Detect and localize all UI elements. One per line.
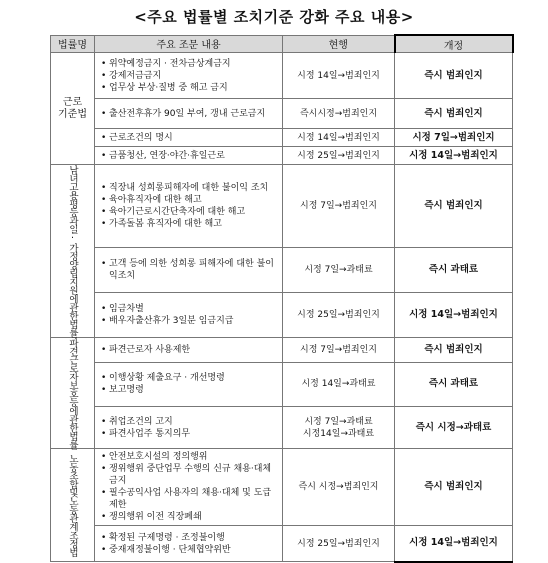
- list-item: • 고객 등에 의한 성희롱 피해자에 대한 불이익조치: [101, 258, 279, 282]
- current-measure: 시정 14일→과태료: [283, 362, 395, 407]
- current-measure: 시정 25일→범죄인지: [283, 147, 395, 165]
- revised-measure: 즉시 과태료: [395, 362, 513, 407]
- list-item: • 취업조건의 고지: [101, 416, 279, 428]
- revised-measure: 즉시 과태료: [395, 248, 513, 293]
- provision-cell: [95, 147, 283, 165]
- revised-measure: 즉시 범죄인지: [395, 337, 513, 362]
- provision-cell: [95, 337, 283, 362]
- revised-measure: 시정 14일→범죄인지: [395, 292, 513, 337]
- provision-list: [95, 370, 282, 398]
- table-header-row: [51, 35, 513, 53]
- provision-cell: [95, 292, 283, 337]
- current-measure: 시정 7일→범죄인지: [283, 337, 395, 362]
- list-item: • 출산전후휴가 90일 부여, 갱내 근로금지: [101, 108, 279, 120]
- revised-measure: 시정 14일→범죄인지: [395, 147, 513, 165]
- revised-measure: 시정 14일→범죄인지: [395, 526, 513, 562]
- revised-measure: 즉시 범죄인지: [395, 53, 513, 99]
- law-name-cell: [51, 449, 95, 562]
- revised-measure: 즉시 시정→과태료: [395, 407, 513, 449]
- table-row: [51, 362, 513, 407]
- table-body: [51, 53, 513, 562]
- provision-cell: [95, 99, 283, 129]
- current-measure: 시정 14일→범죄인지: [283, 129, 395, 147]
- list-item: • 육아기근로시간단축자에 대한 해고: [101, 206, 279, 218]
- list-item: • 확정된 구제명령 · 조정불이행: [101, 532, 279, 544]
- law-name-cell: [51, 165, 95, 338]
- provision-cell: [95, 407, 283, 449]
- measures-table: [50, 34, 514, 563]
- header-revised: 개정: [395, 35, 513, 53]
- table-row: [51, 292, 513, 337]
- list-item: • 위약예정금지 · 전차금상계금지: [101, 58, 279, 70]
- table-row: [51, 449, 513, 526]
- table-row: [51, 165, 513, 248]
- provision-list: [95, 301, 282, 329]
- list-item: • 쟁위행위 중단업무 수행의 신규 채용·대체금지: [101, 463, 279, 487]
- provision-list: [95, 342, 282, 358]
- page-title: <주요 법률별 조치기준 강화 주요 내용>: [134, 8, 414, 26]
- current-measure: 즉시시정→범죄인지: [283, 99, 395, 129]
- revised-measure: 시정 7일→범죄인지: [395, 129, 513, 147]
- list-item: • 임금차별: [101, 303, 279, 315]
- list-item: • 직장내 성희롱피해자에 대한 불이익 조치: [101, 182, 279, 194]
- revised-measure: 즉시 범죄인지: [395, 99, 513, 129]
- provision-cell: [95, 248, 283, 293]
- law-name-cell: [51, 337, 95, 449]
- list-item: • 업무상 부상·질병 중 해고 금지: [101, 82, 279, 94]
- current-measure: 시정 25일→범죄인지: [283, 292, 395, 337]
- list-item: • 강제저금금지: [101, 70, 279, 82]
- list-item: • 육아휴직자에 대한 해고: [101, 194, 279, 206]
- provision-cell: [95, 362, 283, 407]
- list-item: • 파견근로자 사용제한: [101, 344, 279, 356]
- provision-cell: [95, 53, 283, 99]
- table-row: [51, 147, 513, 165]
- table-row: [51, 129, 513, 147]
- provision-list: [95, 56, 282, 96]
- list-item: • 가족돌봄 휴직자에 대한 해고: [101, 218, 279, 230]
- revised-measure: 즉시 범죄인지: [395, 449, 513, 526]
- provision-list: [95, 414, 282, 442]
- provision-cell: [95, 165, 283, 248]
- list-item: • 파견사업주 통지의무: [101, 428, 279, 440]
- table-row: [51, 407, 513, 449]
- law-name: 남녀고용평등과일·가정양립지원에관한법률: [67, 165, 78, 337]
- table-row: [51, 53, 513, 99]
- law-name-cell: [51, 53, 95, 165]
- revised-measure: 즉시 범죄인지: [395, 165, 513, 248]
- provision-list: [95, 256, 282, 284]
- current-measure: 시정 7일→과태료 시정14일→과태료: [283, 407, 395, 449]
- header-current: 현행: [283, 35, 395, 53]
- table-row: [51, 526, 513, 562]
- list-item: • 이행상황 제출요구 · 개선명령: [101, 372, 279, 384]
- current-measure: 즉시 시정→범죄인지: [283, 449, 395, 526]
- list-item: • 금품청산, 연장·야간·휴일근로: [101, 150, 279, 162]
- provision-cell: [95, 129, 283, 147]
- law-name: 근로 기준법: [58, 96, 87, 120]
- list-item: • 안전보호시설의 정의행위: [101, 451, 279, 463]
- table-row: [51, 99, 513, 129]
- list-item: • 보고명령: [101, 384, 279, 396]
- table-row: [51, 248, 513, 293]
- current-measure: 시정 25일→범죄인지: [283, 526, 395, 562]
- header-law: 법률명: [51, 35, 95, 53]
- list-item: • 쟁의행위 이전 직장폐쇄: [101, 511, 279, 523]
- table-row: [51, 337, 513, 362]
- provision-list: [95, 148, 282, 164]
- provision-list: [95, 180, 282, 232]
- provision-cell: [95, 526, 283, 562]
- provision-cell: [95, 449, 283, 526]
- law-name: 노동조합및노동관계조정법: [67, 454, 78, 556]
- list-item: • 근로조건의 명시: [101, 132, 279, 144]
- current-measure: 시정 7일→범죄인지: [283, 165, 395, 248]
- provision-list: [95, 130, 282, 146]
- header-content: 주요 조문 내용: [95, 35, 283, 53]
- law-name: 파견근로자보호등에관한법률: [67, 337, 78, 448]
- current-measure: 시정 7일→과태료: [283, 248, 395, 293]
- current-measure: 시정 14일→범죄인지: [283, 53, 395, 99]
- list-item: • 배우자출산휴가 3일분 임금지급: [101, 315, 279, 327]
- provision-list: [95, 449, 282, 525]
- list-item: • 중재재정불이행 · 단체협약위반: [101, 544, 279, 556]
- list-item: • 필수공익사업 사용자의 채용·대체 및 도급제한: [101, 487, 279, 511]
- provision-list: [95, 530, 282, 558]
- provision-list: [95, 106, 282, 122]
